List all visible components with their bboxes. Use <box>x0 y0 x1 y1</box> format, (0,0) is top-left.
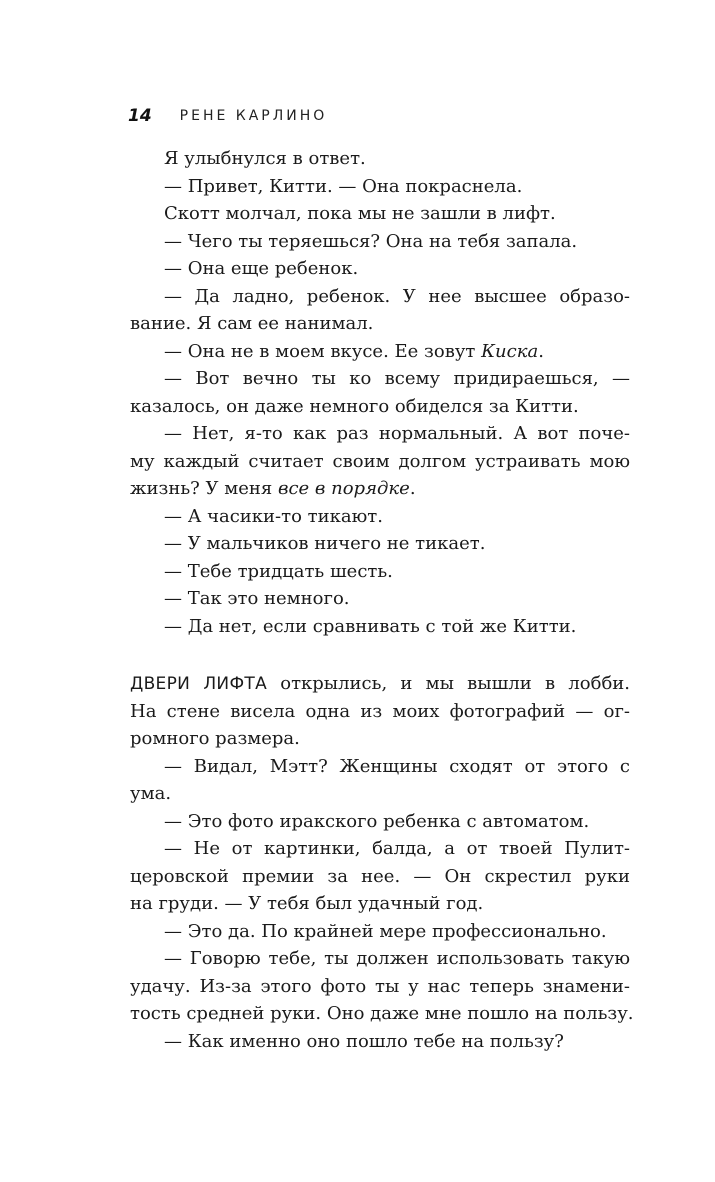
italic-emphasis: Киска <box>481 340 539 362</box>
running-head <box>128 103 327 129</box>
text-line: — Она еще ребенок. <box>164 258 359 279</box>
text-block-lobby-scene <box>130 670 634 1055</box>
text-line: Я улыбнулся в ответ. <box>164 148 366 169</box>
text-line: — Это фото иракского ребенка с автоматом. <box>164 810 590 832</box>
text-line: — Как именно оно пошло тебе на пользу? <box>164 1030 564 1052</box>
text-line: — У мальчиков ничего не тикает. <box>164 533 486 554</box>
text-line: — Не от картинки, балда, а от твоей Пулит- <box>164 838 630 859</box>
text-line: — Чего ты теряешься? Она на тебя запала. <box>164 230 578 252</box>
text-line: — Привет, Китти. — Она покраснела. <box>164 175 523 197</box>
text-line: жизнь? У меня все в порядке. <box>130 478 416 499</box>
text-line: ромного размера. <box>130 728 300 749</box>
italic-emphasis: все в порядке <box>278 478 410 499</box>
text-line: — Тебе тридцать шесть. <box>164 560 393 582</box>
text-line: — Нет, я-то как раз нормальный. А вот поче- <box>164 423 630 444</box>
text-line: церовской премии за нее. — Он скрестил руки <box>130 865 630 887</box>
text-line: — Говорю тебе, ты должен использовать такую <box>164 948 630 969</box>
small-caps-lead: ДВЕРИ ЛИФТА <box>130 674 268 694</box>
text-line: ума. <box>130 783 172 804</box>
text-line: — Видал, Мэтт? Женщины сходят от этого с <box>164 755 630 777</box>
text-line: казалось, он даже немного обиделся за Китти. <box>130 395 579 417</box>
text-line: му каждый считает своим долгом устраивать мою <box>130 450 630 472</box>
text-line: — Это да. По крайней мере профессионально. <box>164 920 607 942</box>
text-line: — Вот вечно ты ко всему придираешься, — <box>164 368 630 389</box>
text-line: — Она не в моем вкусе. Ее зовут Киска. <box>164 340 544 362</box>
text-line: вание. Я сам ее нанимал. <box>130 313 374 334</box>
text-line: — А часики-то тикают. <box>164 505 383 527</box>
page-number: 14 <box>128 106 152 126</box>
text-line: тость средней руки. Оно даже мне пошло на пользу. <box>130 1003 634 1024</box>
text-line: На стене висела одна из моих фотографий — ог- <box>130 700 630 722</box>
text-line: — Так это немного. <box>164 588 350 609</box>
text-line: удачу. Из-за этого фото ты у нас теперь знамени- <box>130 975 630 997</box>
text-line: ДВЕРИ ЛИФТА открылись, и мы вышли в лобби. <box>130 673 630 694</box>
running-head-author: РЕНЕ КАРЛИНО <box>179 108 328 124</box>
text-line: Скотт молчал, пока мы не зашли в лифт. <box>164 203 556 224</box>
text-line: — Да нет, если сравнивать с той же Китти. <box>164 615 577 637</box>
text-block-elevator-dialogue <box>130 145 630 640</box>
text-line: — Да ладно, ребенок. У нее высшее образо- <box>164 285 630 307</box>
text-line: на груди. — У тебя был удачный год. <box>130 893 484 914</box>
